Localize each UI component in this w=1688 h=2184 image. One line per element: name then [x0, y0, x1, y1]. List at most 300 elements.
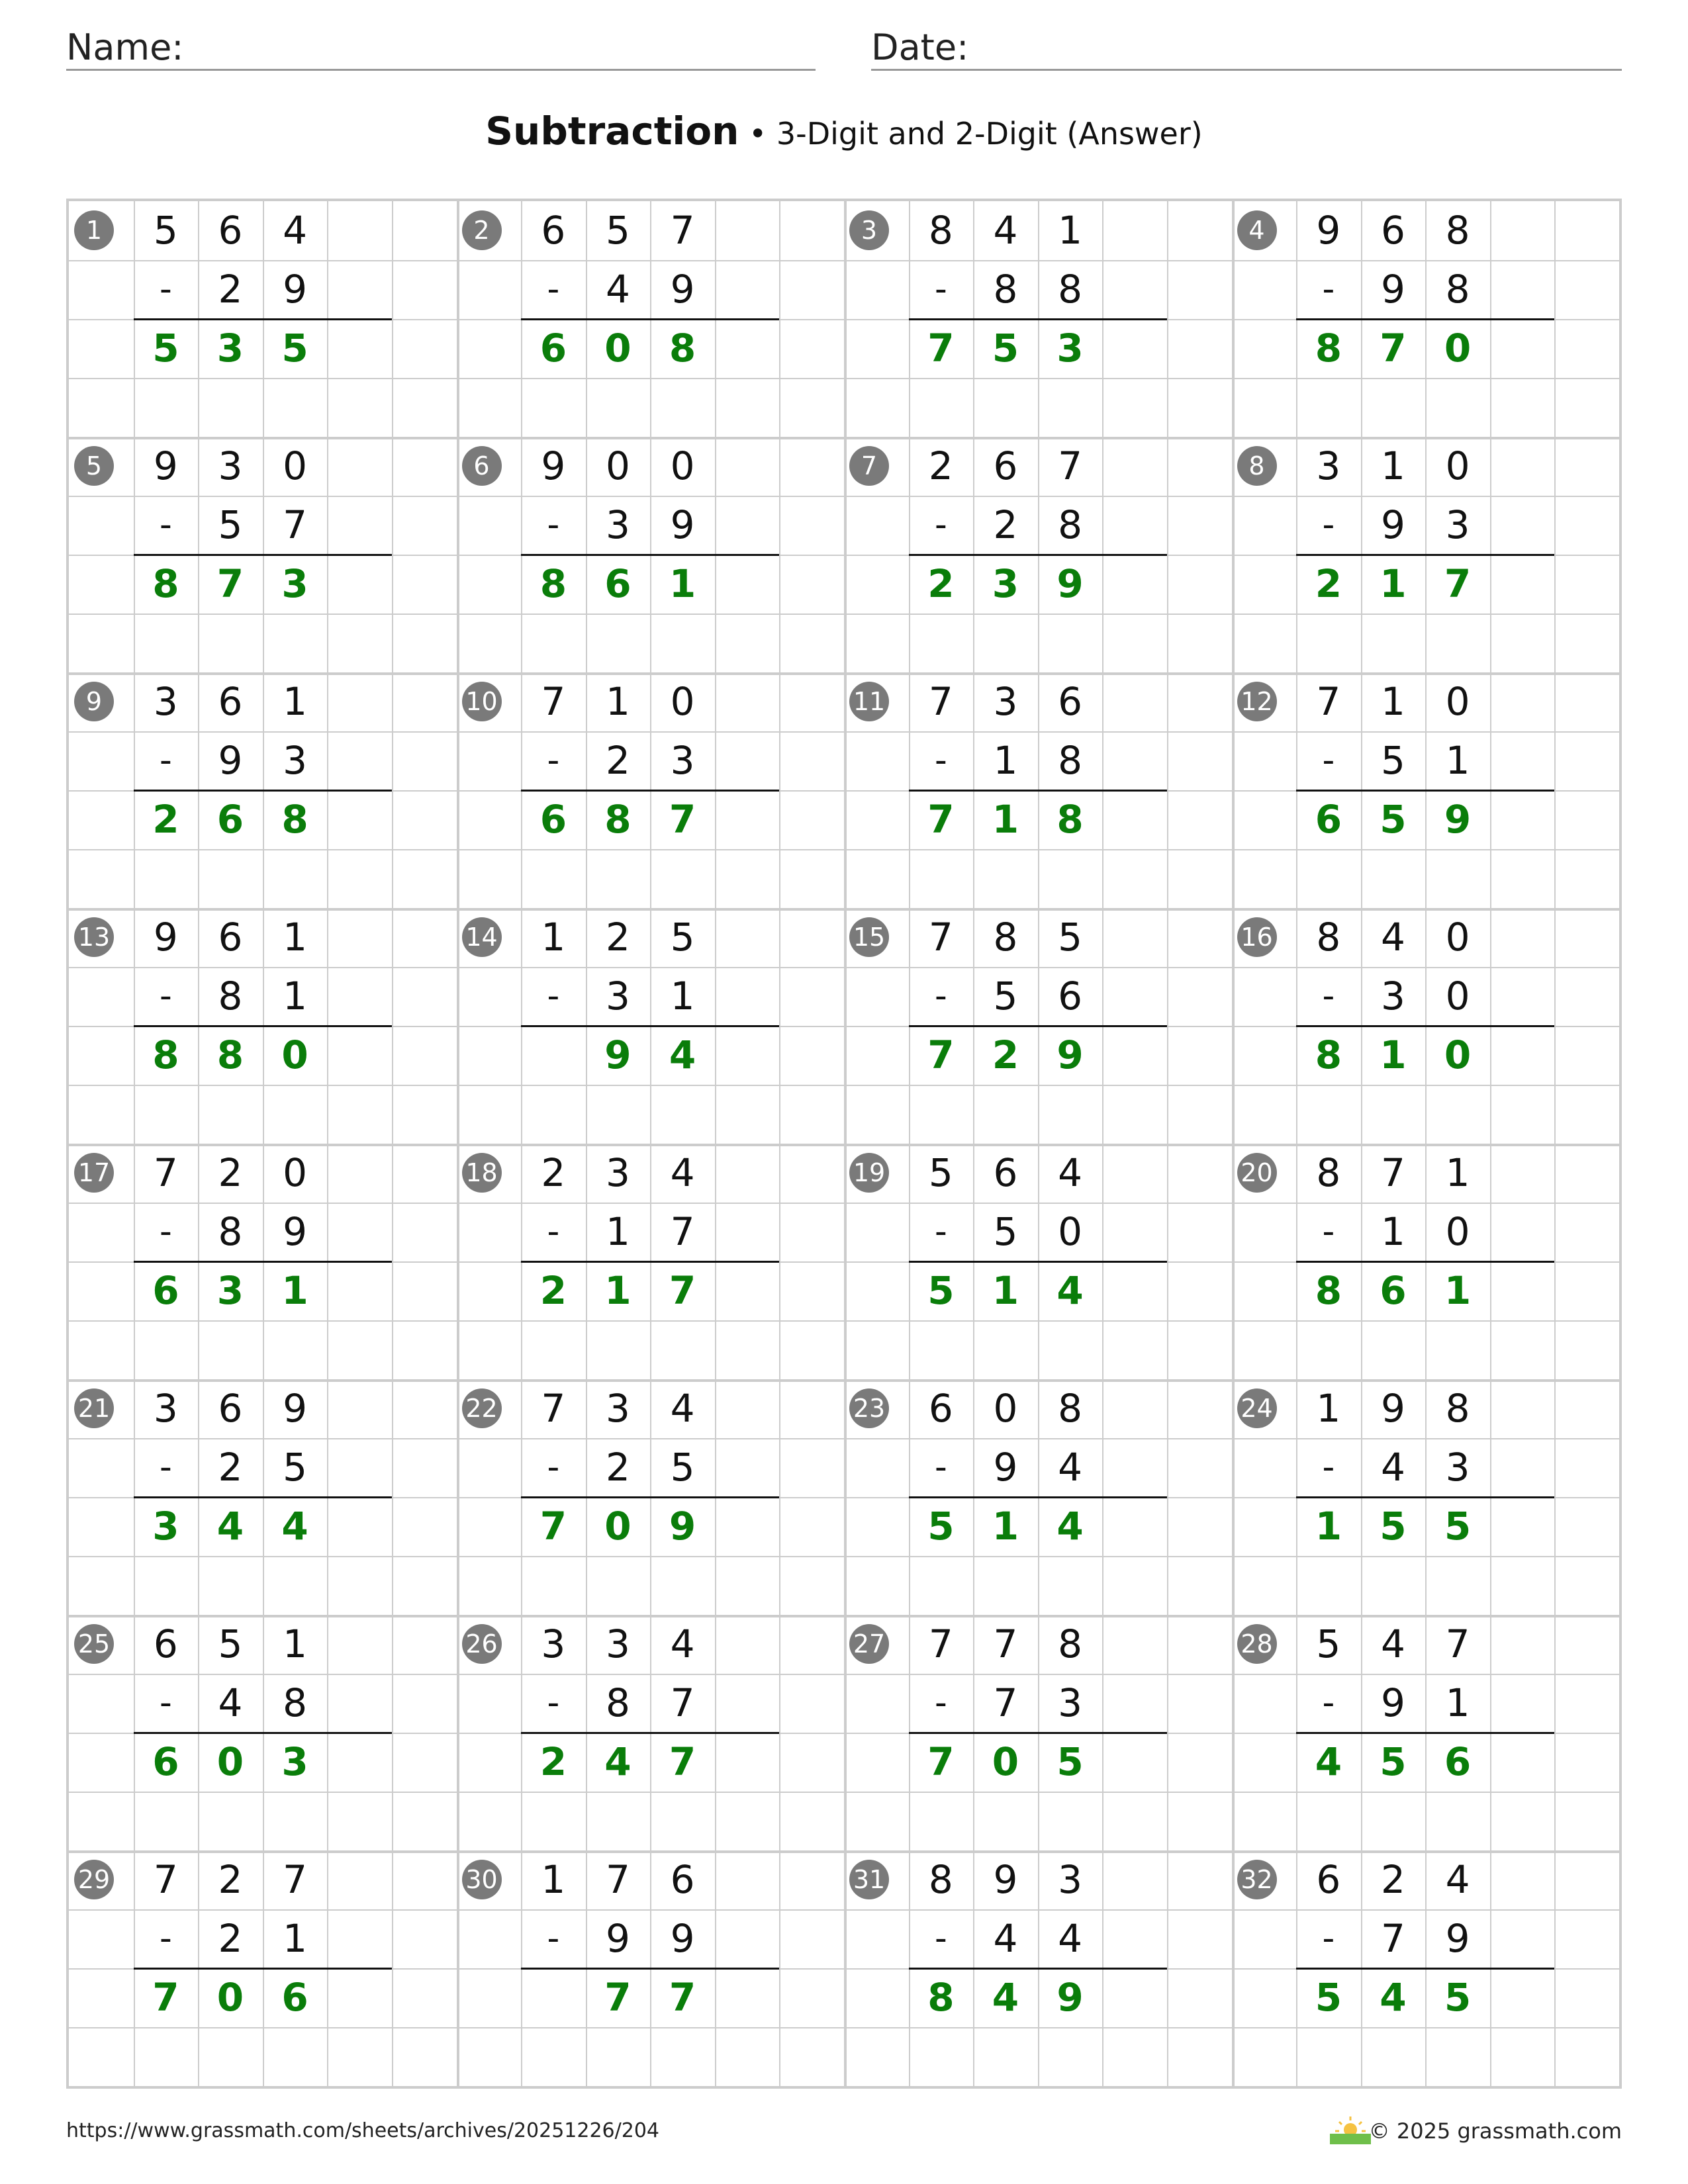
answer-digit: 4 [281, 1504, 308, 1549]
problem-number-badge: 1 [74, 210, 114, 250]
answer-digit: 6 [1380, 1268, 1407, 1313]
problem-number-badge: 19 [849, 1153, 889, 1193]
answer-digit: 6 [539, 326, 567, 371]
digit: 8 [1058, 738, 1082, 783]
digit: 8 [993, 915, 1018, 960]
digit: 2 [605, 738, 630, 783]
digit: 7 [153, 1857, 178, 1902]
answer-digit: 5 [1315, 1975, 1342, 2020]
digit: 3 [605, 1621, 630, 1666]
digit: 5 [993, 974, 1018, 1019]
digit: 3 [1380, 974, 1405, 1019]
problem-number-badge: 3 [849, 210, 889, 250]
digit: 6 [218, 679, 243, 724]
answer-digit: 2 [539, 1268, 567, 1313]
answer-digit: 9 [1056, 1975, 1084, 2020]
digit: 6 [1058, 679, 1082, 724]
answer-digit: 6 [216, 797, 244, 842]
digit: 9 [283, 1386, 307, 1431]
digit: 7 [1445, 1621, 1470, 1666]
digit: 6 [218, 208, 243, 253]
digit: 3 [993, 679, 1018, 724]
digit: 8 [218, 1209, 243, 1254]
minus-sign: - [934, 1212, 947, 1251]
digit: 8 [928, 208, 953, 253]
digit: 6 [1380, 208, 1405, 253]
digit: 2 [1380, 1857, 1405, 1902]
digit: 4 [993, 208, 1018, 253]
answer-digit: 4 [1056, 1504, 1084, 1549]
answer-digit: 6 [1315, 797, 1342, 842]
problem-number-badge: 17 [74, 1153, 114, 1193]
digit: 9 [153, 915, 178, 960]
digit: 6 [218, 915, 243, 960]
digit: 1 [1380, 443, 1405, 488]
digit: 4 [670, 1386, 695, 1431]
digit: 2 [218, 1916, 243, 1961]
answer-digit: 2 [539, 1739, 567, 1784]
digit: 5 [153, 208, 178, 253]
answer-digit: 7 [152, 1975, 179, 2020]
digit: 6 [218, 1386, 243, 1431]
answer-digit: 5 [1380, 1504, 1407, 1549]
digit: 2 [218, 1857, 243, 1902]
answer-digit: 7 [927, 326, 955, 371]
digit: 6 [670, 1857, 695, 1902]
answer-digit: 8 [604, 797, 632, 842]
minus-sign: - [159, 1683, 172, 1723]
digit: 3 [1058, 1857, 1082, 1902]
digit: 2 [605, 1445, 630, 1490]
digit: 7 [1380, 1916, 1405, 1961]
digit: 5 [218, 1621, 243, 1666]
digit: 4 [218, 1680, 243, 1725]
minus-sign: - [934, 741, 947, 780]
answer-digit: 1 [992, 797, 1019, 842]
digit: 9 [1380, 502, 1405, 547]
digit: 8 [928, 1857, 953, 1902]
minus-sign: - [1322, 1683, 1335, 1723]
minus-sign: - [547, 1919, 560, 1958]
grid-line [69, 378, 1619, 379]
answer-digit: 0 [1444, 1032, 1472, 1077]
answer-digit: 3 [281, 1739, 308, 1784]
answer-digit: 6 [604, 561, 632, 606]
answer-digit: 9 [669, 1504, 696, 1549]
answer-digit: 8 [669, 326, 696, 371]
digit: 6 [993, 1150, 1018, 1195]
grid-line [69, 1085, 1619, 1086]
digit: 0 [283, 1150, 307, 1195]
digit: 5 [1058, 915, 1082, 960]
digit: 9 [218, 738, 243, 783]
answer-digit: 2 [992, 1032, 1019, 1077]
grid-line [69, 2027, 1619, 2028]
digit: 7 [541, 1386, 566, 1431]
problem-number-badge: 27 [849, 1624, 889, 1664]
minus-sign: - [159, 976, 172, 1016]
digit: 9 [283, 1209, 307, 1254]
digit: 6 [1316, 1857, 1341, 1902]
problem-number-badge: 29 [74, 1860, 114, 1899]
answer-digit: 7 [1380, 326, 1407, 371]
answer-digit: 9 [1056, 561, 1084, 606]
answer-digit: 8 [927, 1975, 955, 2020]
digit: 3 [605, 502, 630, 547]
answer-digit: 3 [216, 1268, 244, 1313]
answer-digit: 1 [669, 561, 696, 606]
digit: 2 [993, 502, 1018, 547]
answer-digit: 9 [604, 1032, 632, 1077]
digit: 9 [670, 1916, 695, 1961]
digit: 8 [1445, 1386, 1470, 1431]
answer-digit: 3 [216, 326, 244, 371]
digit: 5 [928, 1150, 953, 1195]
digit: 7 [670, 1209, 695, 1254]
worksheet-title [0, 105, 1688, 160]
answer-digit: 4 [1315, 1739, 1342, 1784]
answer-digit: 3 [1056, 326, 1084, 371]
answer-digit: 8 [1315, 326, 1342, 371]
answer-digit: 0 [604, 326, 632, 371]
minus-sign: - [1322, 1919, 1335, 1958]
answer-digit: 6 [152, 1268, 179, 1313]
digit: 1 [1380, 679, 1405, 724]
digit: 1 [1380, 1209, 1405, 1254]
minus-sign: - [547, 269, 560, 309]
answer-digit: 3 [281, 561, 308, 606]
problem-number-badge: 24 [1237, 1388, 1277, 1428]
answer-digit: 7 [216, 561, 244, 606]
digit: 8 [1058, 1621, 1082, 1666]
footer-url: https://www.grassmath.com/sheets/archives/20251226/204 [66, 2119, 660, 2142]
problem-number-badge: 22 [462, 1388, 502, 1428]
digit: 9 [1316, 208, 1341, 253]
digit: 0 [670, 443, 695, 488]
answer-digit: 1 [1380, 561, 1407, 606]
answer-digit: 7 [927, 1739, 955, 1784]
problem-number-badge: 31 [849, 1860, 889, 1899]
minus-sign: - [1322, 741, 1335, 780]
problem-number-badge: 30 [462, 1860, 502, 1899]
grid-line [69, 1556, 1619, 1557]
answer-digit: 1 [992, 1504, 1019, 1549]
digit: 9 [1445, 1916, 1470, 1961]
answer-digit: 0 [604, 1504, 632, 1549]
problem-number-badge: 14 [462, 917, 502, 957]
digit: 9 [670, 267, 695, 312]
answer-digit: 7 [669, 1975, 696, 2020]
digit: 1 [1445, 1680, 1470, 1725]
grid-line [69, 1792, 1619, 1793]
digit: 1 [1058, 208, 1082, 253]
digit: 9 [993, 1445, 1018, 1490]
answer-digit: 1 [1380, 1032, 1407, 1077]
digit: 8 [283, 1680, 307, 1725]
digit: 7 [283, 502, 307, 547]
digit: 9 [1380, 1680, 1405, 1725]
digit: 2 [605, 915, 630, 960]
minus-sign: - [934, 1683, 947, 1723]
digit: 5 [993, 1209, 1018, 1254]
title-subtitle: • 3-Digit and 2-Digit (Answer) [739, 116, 1203, 152]
digit: 3 [153, 679, 178, 724]
answer-digit: 7 [1444, 561, 1472, 606]
digit: 4 [1380, 1445, 1405, 1490]
digit: 0 [1445, 1209, 1470, 1254]
digit: 7 [1316, 679, 1341, 724]
answer-digit: 0 [216, 1739, 244, 1784]
minus-sign: - [1322, 1447, 1335, 1487]
problem-number-badge: 7 [849, 446, 889, 486]
answer-digit: 1 [1444, 1268, 1472, 1313]
digit: 7 [993, 1621, 1018, 1666]
digit: 6 [928, 1386, 953, 1431]
answer-digit: 7 [669, 797, 696, 842]
answer-digit: 7 [539, 1504, 567, 1549]
digit: 2 [218, 267, 243, 312]
answer-digit: 4 [1380, 1975, 1407, 2020]
minus-sign: - [159, 1919, 172, 1958]
digit: 0 [1445, 974, 1470, 1019]
minus-sign: - [1322, 505, 1335, 545]
digit: 3 [1445, 502, 1470, 547]
answer-digit: 0 [216, 1975, 244, 2020]
problem-number-badge: 21 [74, 1388, 114, 1428]
answer-digit: 8 [216, 1032, 244, 1077]
digit: 3 [670, 738, 695, 783]
digit: 3 [605, 1386, 630, 1431]
digit: 9 [283, 267, 307, 312]
answer-digit: 6 [539, 797, 567, 842]
digit: 5 [218, 502, 243, 547]
digit: 8 [218, 974, 243, 1019]
minus-sign: - [1322, 1212, 1335, 1251]
name-label: Name: [66, 26, 184, 68]
answer-digit: 0 [1444, 326, 1472, 371]
answer-digit: 1 [281, 1268, 308, 1313]
answer-digit: 5 [927, 1268, 955, 1313]
date-field[interactable] [871, 26, 1622, 71]
answer-digit: 6 [1444, 1739, 1472, 1784]
answer-digit: 3 [152, 1504, 179, 1549]
digit: 4 [993, 1916, 1018, 1961]
digit: 0 [1445, 915, 1470, 960]
digit: 5 [1380, 738, 1405, 783]
digit: 8 [1058, 267, 1082, 312]
digit: 1 [283, 974, 307, 1019]
answer-digit: 4 [216, 1504, 244, 1549]
digit: 1 [283, 915, 307, 960]
digit: 9 [1380, 267, 1405, 312]
digit: 8 [1058, 502, 1082, 547]
digit: 4 [1058, 1445, 1082, 1490]
answer-digit: 4 [992, 1975, 1019, 2020]
digit: 0 [993, 1386, 1018, 1431]
digit: 5 [1316, 1621, 1341, 1666]
answer-digit: 5 [152, 326, 179, 371]
minus-sign: - [547, 505, 560, 545]
digit: 1 [605, 1209, 630, 1254]
digit: 2 [218, 1150, 243, 1195]
problem-number-badge: 20 [1237, 1153, 1277, 1193]
digit: 4 [670, 1150, 695, 1195]
problem-number-badge: 15 [849, 917, 889, 957]
grassmath-logo-icon [1327, 2113, 1374, 2146]
digit: 1 [1445, 738, 1470, 783]
answer-digit: 5 [927, 1504, 955, 1549]
answer-digit: 1 [1315, 1504, 1342, 1549]
minus-sign: - [547, 1683, 560, 1723]
digit: 8 [1316, 1150, 1341, 1195]
date-label: Date: [871, 26, 969, 68]
digit: 7 [670, 208, 695, 253]
digit: 7 [928, 915, 953, 960]
digit: 2 [541, 1150, 566, 1195]
answer-digit: 1 [992, 1268, 1019, 1313]
answer-digit: 8 [539, 561, 567, 606]
digit: 4 [1445, 1857, 1470, 1902]
problem-number-badge: 5 [74, 446, 114, 486]
answer-digit: 7 [669, 1268, 696, 1313]
answer-digit: 4 [669, 1032, 696, 1077]
digit: 3 [283, 738, 307, 783]
digit: 7 [1380, 1150, 1405, 1195]
answer-digit: 2 [927, 561, 955, 606]
digit: 1 [283, 1916, 307, 1961]
answer-digit: 4 [604, 1739, 632, 1784]
digit: 1 [283, 1621, 307, 1666]
grid-line [69, 849, 1619, 850]
digit: 3 [1058, 1680, 1082, 1725]
minus-sign: - [159, 505, 172, 545]
answer-digit: 8 [152, 561, 179, 606]
answer-digit: 7 [604, 1975, 632, 2020]
digit: 4 [1058, 1916, 1082, 1961]
digit: 5 [670, 1445, 695, 1490]
answer-digit: 5 [1380, 1739, 1407, 1784]
problem-number-badge: 25 [74, 1624, 114, 1664]
digit: 7 [541, 679, 566, 724]
digit: 1 [605, 679, 630, 724]
answer-digit: 8 [152, 1032, 179, 1077]
problem-number-badge: 9 [74, 682, 114, 721]
minus-sign: - [1322, 976, 1335, 1016]
digit: 9 [993, 1857, 1018, 1902]
digit: 5 [670, 915, 695, 960]
digit: 7 [1058, 443, 1082, 488]
digit: 7 [928, 679, 953, 724]
answer-digit: 7 [927, 797, 955, 842]
grid-line [69, 614, 1619, 615]
grid-line [69, 1320, 1619, 1322]
digit: 3 [153, 1386, 178, 1431]
answer-digit: 4 [1056, 1268, 1084, 1313]
problem-number-badge: 10 [462, 682, 502, 721]
digit: 9 [153, 443, 178, 488]
problem-number-badge: 12 [1237, 682, 1277, 721]
digit: 8 [1058, 1386, 1082, 1431]
minus-sign: - [547, 1447, 560, 1487]
problem-number-badge: 26 [462, 1624, 502, 1664]
problem-number-badge: 13 [74, 917, 114, 957]
digit: 4 [283, 208, 307, 253]
answer-digit: 6 [281, 1975, 308, 2020]
digit: 9 [541, 443, 566, 488]
digit: 9 [670, 502, 695, 547]
problem-number-badge: 28 [1237, 1624, 1277, 1664]
minus-sign: - [934, 1447, 947, 1487]
digit: 4 [1380, 915, 1405, 960]
minus-sign: - [934, 269, 947, 309]
problem-grid [66, 199, 1622, 2089]
digit: 3 [1445, 1445, 1470, 1490]
minus-sign: - [547, 1212, 560, 1251]
answer-digit: 5 [992, 326, 1019, 371]
digit: 0 [1445, 443, 1470, 488]
digit: 0 [670, 679, 695, 724]
digit: 3 [218, 443, 243, 488]
answer-digit: 5 [281, 326, 308, 371]
problem-number-badge: 6 [462, 446, 502, 486]
answer-digit: 8 [1315, 1268, 1342, 1313]
minus-sign: - [159, 741, 172, 780]
answer-digit: 8 [1056, 797, 1084, 842]
digit: 4 [1380, 1621, 1405, 1666]
digit: 4 [1058, 1150, 1082, 1195]
digit: 3 [541, 1621, 566, 1666]
minus-sign: - [547, 976, 560, 1016]
footer-copyright: © 2025 grassmath.com [1368, 2118, 1622, 2144]
answer-digit: 7 [927, 1032, 955, 1077]
answer-digit: 5 [1056, 1739, 1084, 1784]
digit: 8 [993, 267, 1018, 312]
digit: 5 [283, 1445, 307, 1490]
digit: 3 [605, 1150, 630, 1195]
answer-digit: 6 [152, 1739, 179, 1784]
title-main: Subtraction [485, 109, 739, 154]
digit: 1 [283, 679, 307, 724]
digit: 0 [1058, 1209, 1082, 1254]
problem-number-badge: 18 [462, 1153, 502, 1193]
digit: 6 [1058, 974, 1082, 1019]
digit: 1 [541, 1857, 566, 1902]
answer-digit: 8 [281, 797, 308, 842]
minus-sign: - [159, 1447, 172, 1487]
answer-digit: 5 [1444, 1975, 1472, 2020]
name-field[interactable] [66, 26, 816, 71]
problem-number-badge: 4 [1237, 210, 1277, 250]
answer-digit: 1 [604, 1268, 632, 1313]
digit: 3 [605, 974, 630, 1019]
digit: 3 [1316, 443, 1341, 488]
problem-number-badge: 16 [1237, 917, 1277, 957]
digit: 1 [993, 738, 1018, 783]
digit: 6 [541, 208, 566, 253]
minus-sign: - [934, 505, 947, 545]
digit: 6 [993, 443, 1018, 488]
digit: 0 [605, 443, 630, 488]
answer-digit: 5 [1380, 797, 1407, 842]
digit: 7 [605, 1857, 630, 1902]
answer-digit: 8 [1315, 1032, 1342, 1077]
minus-sign: - [159, 269, 172, 309]
digit: 7 [993, 1680, 1018, 1725]
digit: 7 [153, 1150, 178, 1195]
problem-number-badge: 8 [1237, 446, 1277, 486]
digit: 7 [283, 1857, 307, 1902]
answer-digit: 7 [669, 1739, 696, 1784]
